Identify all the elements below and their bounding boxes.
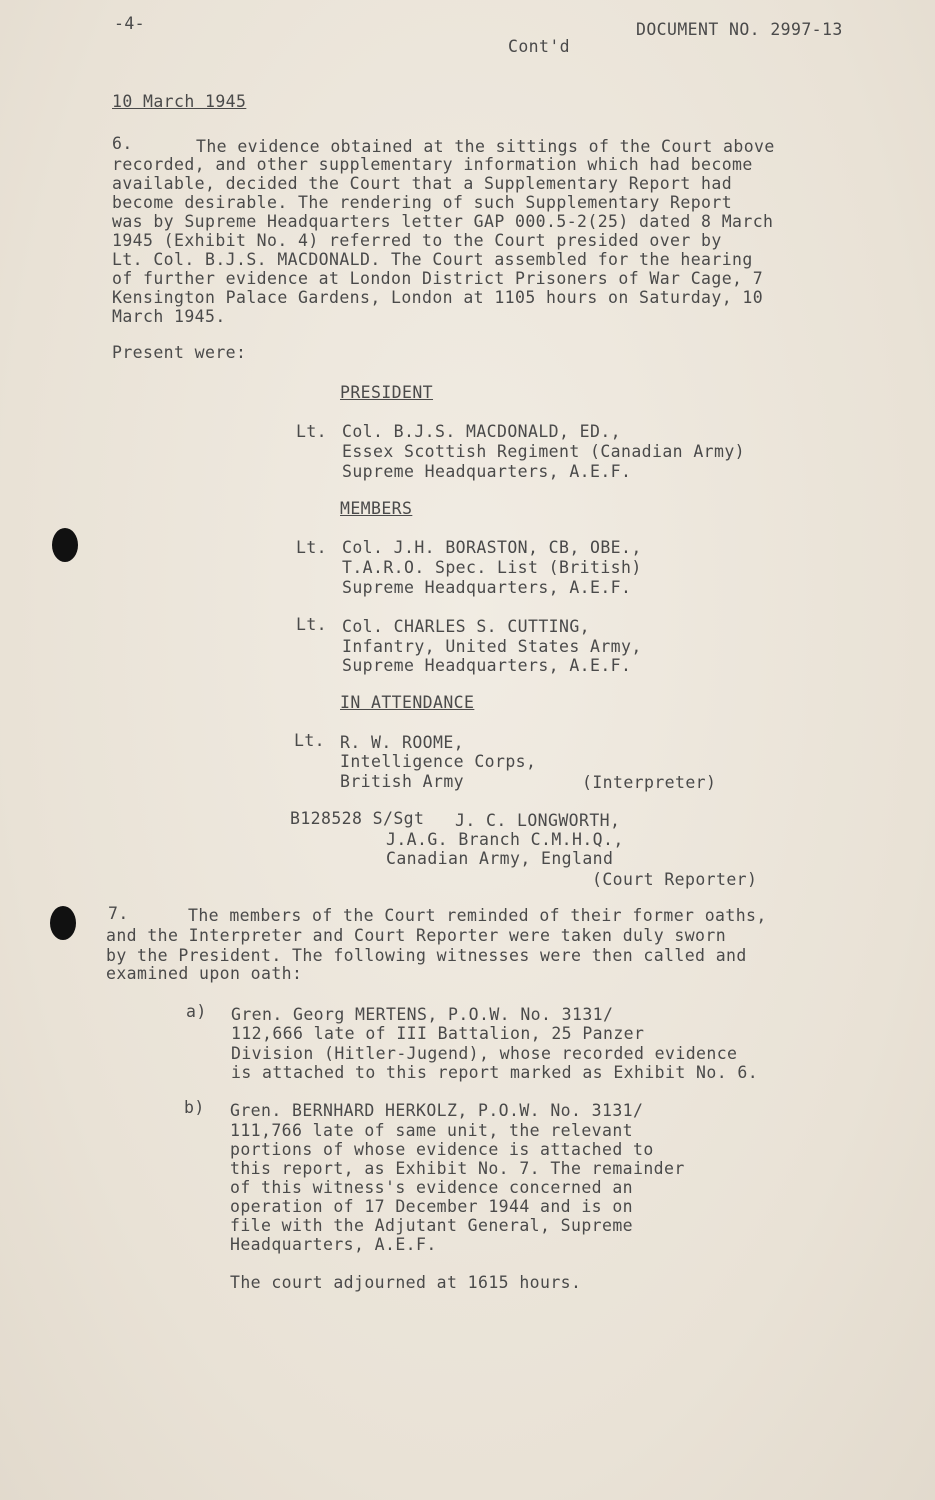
attendance-line: J. C. LONGWORTH,	[455, 811, 621, 830]
witness-label: a)	[186, 1002, 207, 1021]
para6-line: of further evidence at London District Prisoners of War Cage, 7	[112, 269, 764, 288]
president-rank: Lt.	[296, 422, 328, 441]
date-heading: 10 March 1945	[112, 92, 247, 111]
witness-line: 112,666 late of III Battalion, 25 Panzer	[231, 1024, 645, 1043]
para6-line: 1945 (Exhibit No. 4) referred to the Court presided over by	[112, 231, 722, 250]
para6-line: Lt. Col. B.J.S. MACDONALD. The Court assembled for the hearing	[112, 250, 753, 269]
witness-line: file with the Adjutant General, Supreme	[230, 1216, 634, 1235]
president-heading: PRESIDENT	[340, 383, 434, 402]
attendance-rank: Lt.	[294, 731, 326, 750]
member-line: Supreme Headquarters, A.E.F.	[342, 578, 632, 597]
page-number: -4-	[114, 14, 146, 33]
para6-line: available, decided the Court that a Supplementary Report had	[112, 174, 733, 193]
member-rank: Lt.	[296, 538, 328, 557]
punch-hole	[52, 528, 78, 562]
witness-line: operation of 17 December 1944 and is on	[230, 1197, 634, 1216]
witness-line: Headquarters, A.E.F.	[230, 1235, 437, 1254]
president-line: Supreme Headquarters, A.E.F.	[342, 462, 632, 481]
continued-label: Cont'd	[508, 37, 571, 56]
para7-line: and the Interpreter and Court Reporter were taken duly sworn	[106, 926, 727, 945]
president-line: Col. B.J.S. MACDONALD, ED.,	[342, 422, 622, 441]
witness-line: this report, as Exhibit No. 7. The remainder	[230, 1159, 685, 1178]
attendance-line: British Army	[340, 772, 465, 791]
para6-number: 6.	[112, 134, 133, 153]
para7-line: by the President. The following witnesses were then called and	[106, 946, 747, 965]
present-were-label: Present were:	[112, 343, 247, 362]
attendance-line: Intelligence Corps,	[340, 752, 537, 771]
attendance-line: R. W. ROOME,	[340, 733, 465, 752]
para6-line: was by Supreme Headquarters letter GAP 000.5-2(25) dated 8 March	[112, 212, 774, 231]
member-line: T.A.R.O. Spec. List (British)	[342, 558, 642, 577]
witness-line: Gren. BERNHARD HERKOLZ, P.O.W. No. 3131/	[230, 1101, 644, 1120]
para6-line: The evidence obtained at the sittings of the Court above	[196, 137, 775, 156]
member-line: Infantry, United States Army,	[342, 637, 642, 656]
para7-number: 7.	[108, 904, 129, 923]
para6-line: March 1945.	[112, 307, 226, 326]
witness-label: b)	[184, 1098, 205, 1117]
member-line: Col. CHARLES S. CUTTING,	[342, 617, 591, 636]
attendance-line: Canadian Army, England	[386, 849, 614, 868]
punch-hole	[50, 906, 76, 940]
witness-line: portions of whose evidence is attached to	[230, 1140, 654, 1159]
para7-line: examined upon oath:	[106, 964, 303, 983]
attendance-heading: IN ATTENDANCE	[340, 693, 475, 712]
attendance-role: (Court Reporter)	[592, 870, 758, 889]
attendance-line: J.A.G. Branch C.M.H.Q.,	[386, 830, 624, 849]
closing-line: The court adjourned at 1615 hours.	[230, 1273, 582, 1292]
witness-line: of this witness's evidence concerned an	[230, 1178, 634, 1197]
member-rank: Lt.	[296, 615, 328, 634]
member-line: Supreme Headquarters, A.E.F.	[342, 656, 632, 675]
president-line: Essex Scottish Regiment (Canadian Army)	[342, 442, 746, 461]
para6-line: Kensington Palace Gardens, London at 1105 hours on Saturday, 10	[112, 288, 764, 307]
para6-line: recorded, and other supplementary information which had become	[112, 155, 753, 174]
witness-line: is attached to this report marked as Exhibit No. 6.	[231, 1063, 759, 1082]
attendance-role: (Interpreter)	[582, 773, 717, 792]
document-number: DOCUMENT NO. 2997-13	[636, 20, 843, 39]
witness-line: Division (Hitler-Jugend), whose recorded evidence	[231, 1044, 738, 1063]
para6-line: become desirable. The rendering of such Supplementary Report	[112, 193, 733, 212]
member-line: Col. J.H. BORASTON, CB, OBE.,	[342, 538, 642, 557]
members-heading: MEMBERS	[340, 499, 413, 518]
witness-line: Gren. Georg MERTENS, P.O.W. No. 3131/	[231, 1005, 614, 1024]
attendance-rank: B128528 S/Sgt	[290, 809, 425, 828]
witness-line: 111,766 late of same unit, the relevant	[230, 1121, 634, 1140]
para7-line: The members of the Court reminded of their former oaths,	[188, 906, 767, 925]
